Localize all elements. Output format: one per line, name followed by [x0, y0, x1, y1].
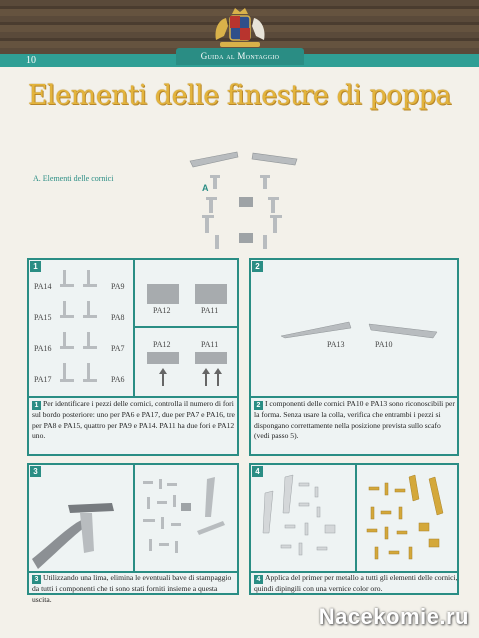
primed-parts-photo: [255, 473, 353, 569]
step-2-panel: [249, 258, 459, 456]
file-tool-photo: [32, 483, 130, 569]
part-label: PA13: [327, 340, 345, 349]
cornice-parts-photo: [185, 147, 305, 252]
step-4-panel: [249, 463, 459, 595]
block-side-pa12: [147, 352, 179, 364]
pa10-part-photo: [367, 320, 441, 340]
part-label: PA12: [153, 306, 171, 315]
step-2-badge: 2: [252, 261, 263, 272]
part-label: PA6: [111, 375, 125, 384]
part-label: PA9: [111, 282, 125, 291]
part-label: PA10: [375, 340, 393, 349]
part-label: PA12: [153, 340, 171, 349]
step-3-badge: 3: [30, 466, 41, 477]
pa13-part-photo: [279, 320, 353, 340]
step-1-caption: 1 Per identificare i pezzi delle cornici, controlla il numero di fori sul bordo posteriore: uno per PA6 e PA17, due per PA7 e PA16, tre per PA8 e PA15, quattro per PA9 e PA14. PA11 ha due fori e PA12 uno.: [32, 399, 235, 440]
part-label: PA7: [111, 344, 125, 353]
section-marker: A: [202, 183, 209, 193]
part-label: PA11: [201, 340, 219, 349]
block-photo-pa11: [195, 284, 227, 304]
step-2-caption: 2 I componenti delle cornici PA10 e PA13 sono riconoscibili per la forma. Senza usare la colla, verifica che entrambi i pezzi si dispongano correttamente nella posizione prevista sullo scafo (vedi passo 5).: [254, 399, 455, 440]
step-1-badge: 1: [30, 261, 41, 272]
page-title: Elementi delle finestre di poppa: [27, 80, 452, 111]
part-label: PA11: [201, 306, 219, 315]
filed-parts-photo: [137, 473, 235, 569]
frame-parts-photo: [57, 266, 109, 394]
gold-painted-parts-photo: [359, 473, 457, 569]
site-watermark: Nacekomie.ru: [318, 604, 469, 629]
part-label: PA15: [34, 313, 52, 322]
part-label: PA8: [111, 313, 125, 322]
step-1-panel: [27, 258, 239, 456]
step-4-caption: 4 Applica del primer per metallo a tutti gli elementi delle cornici, quindi dipingili con una vernice color oro.: [254, 573, 458, 593]
arrow-up-icon: [214, 368, 222, 386]
guide-label: Guida al Montaggio: [176, 48, 304, 65]
page-number: 10: [26, 55, 36, 66]
part-label: PA16: [34, 344, 52, 353]
part-label: PA14: [34, 282, 52, 291]
block-side-pa11: [195, 352, 227, 364]
step-3-panel: [27, 463, 239, 604]
arrow-up-icon: [159, 368, 167, 386]
part-label: PA17: [34, 375, 52, 384]
arrow-up-icon: [202, 368, 210, 386]
royal-crest-icon: [210, 6, 270, 50]
step-3-caption: 3 Utilizzando una lima, elimina le eventuali bave di stampaggio da tutti i componenti che ti sono stati forniti insieme a questa uscita.: [32, 573, 232, 604]
section-label: A. Elementi delle cornici: [33, 174, 114, 183]
step-4-badge: 4: [252, 466, 263, 477]
block-photo-pa12: [147, 284, 179, 304]
